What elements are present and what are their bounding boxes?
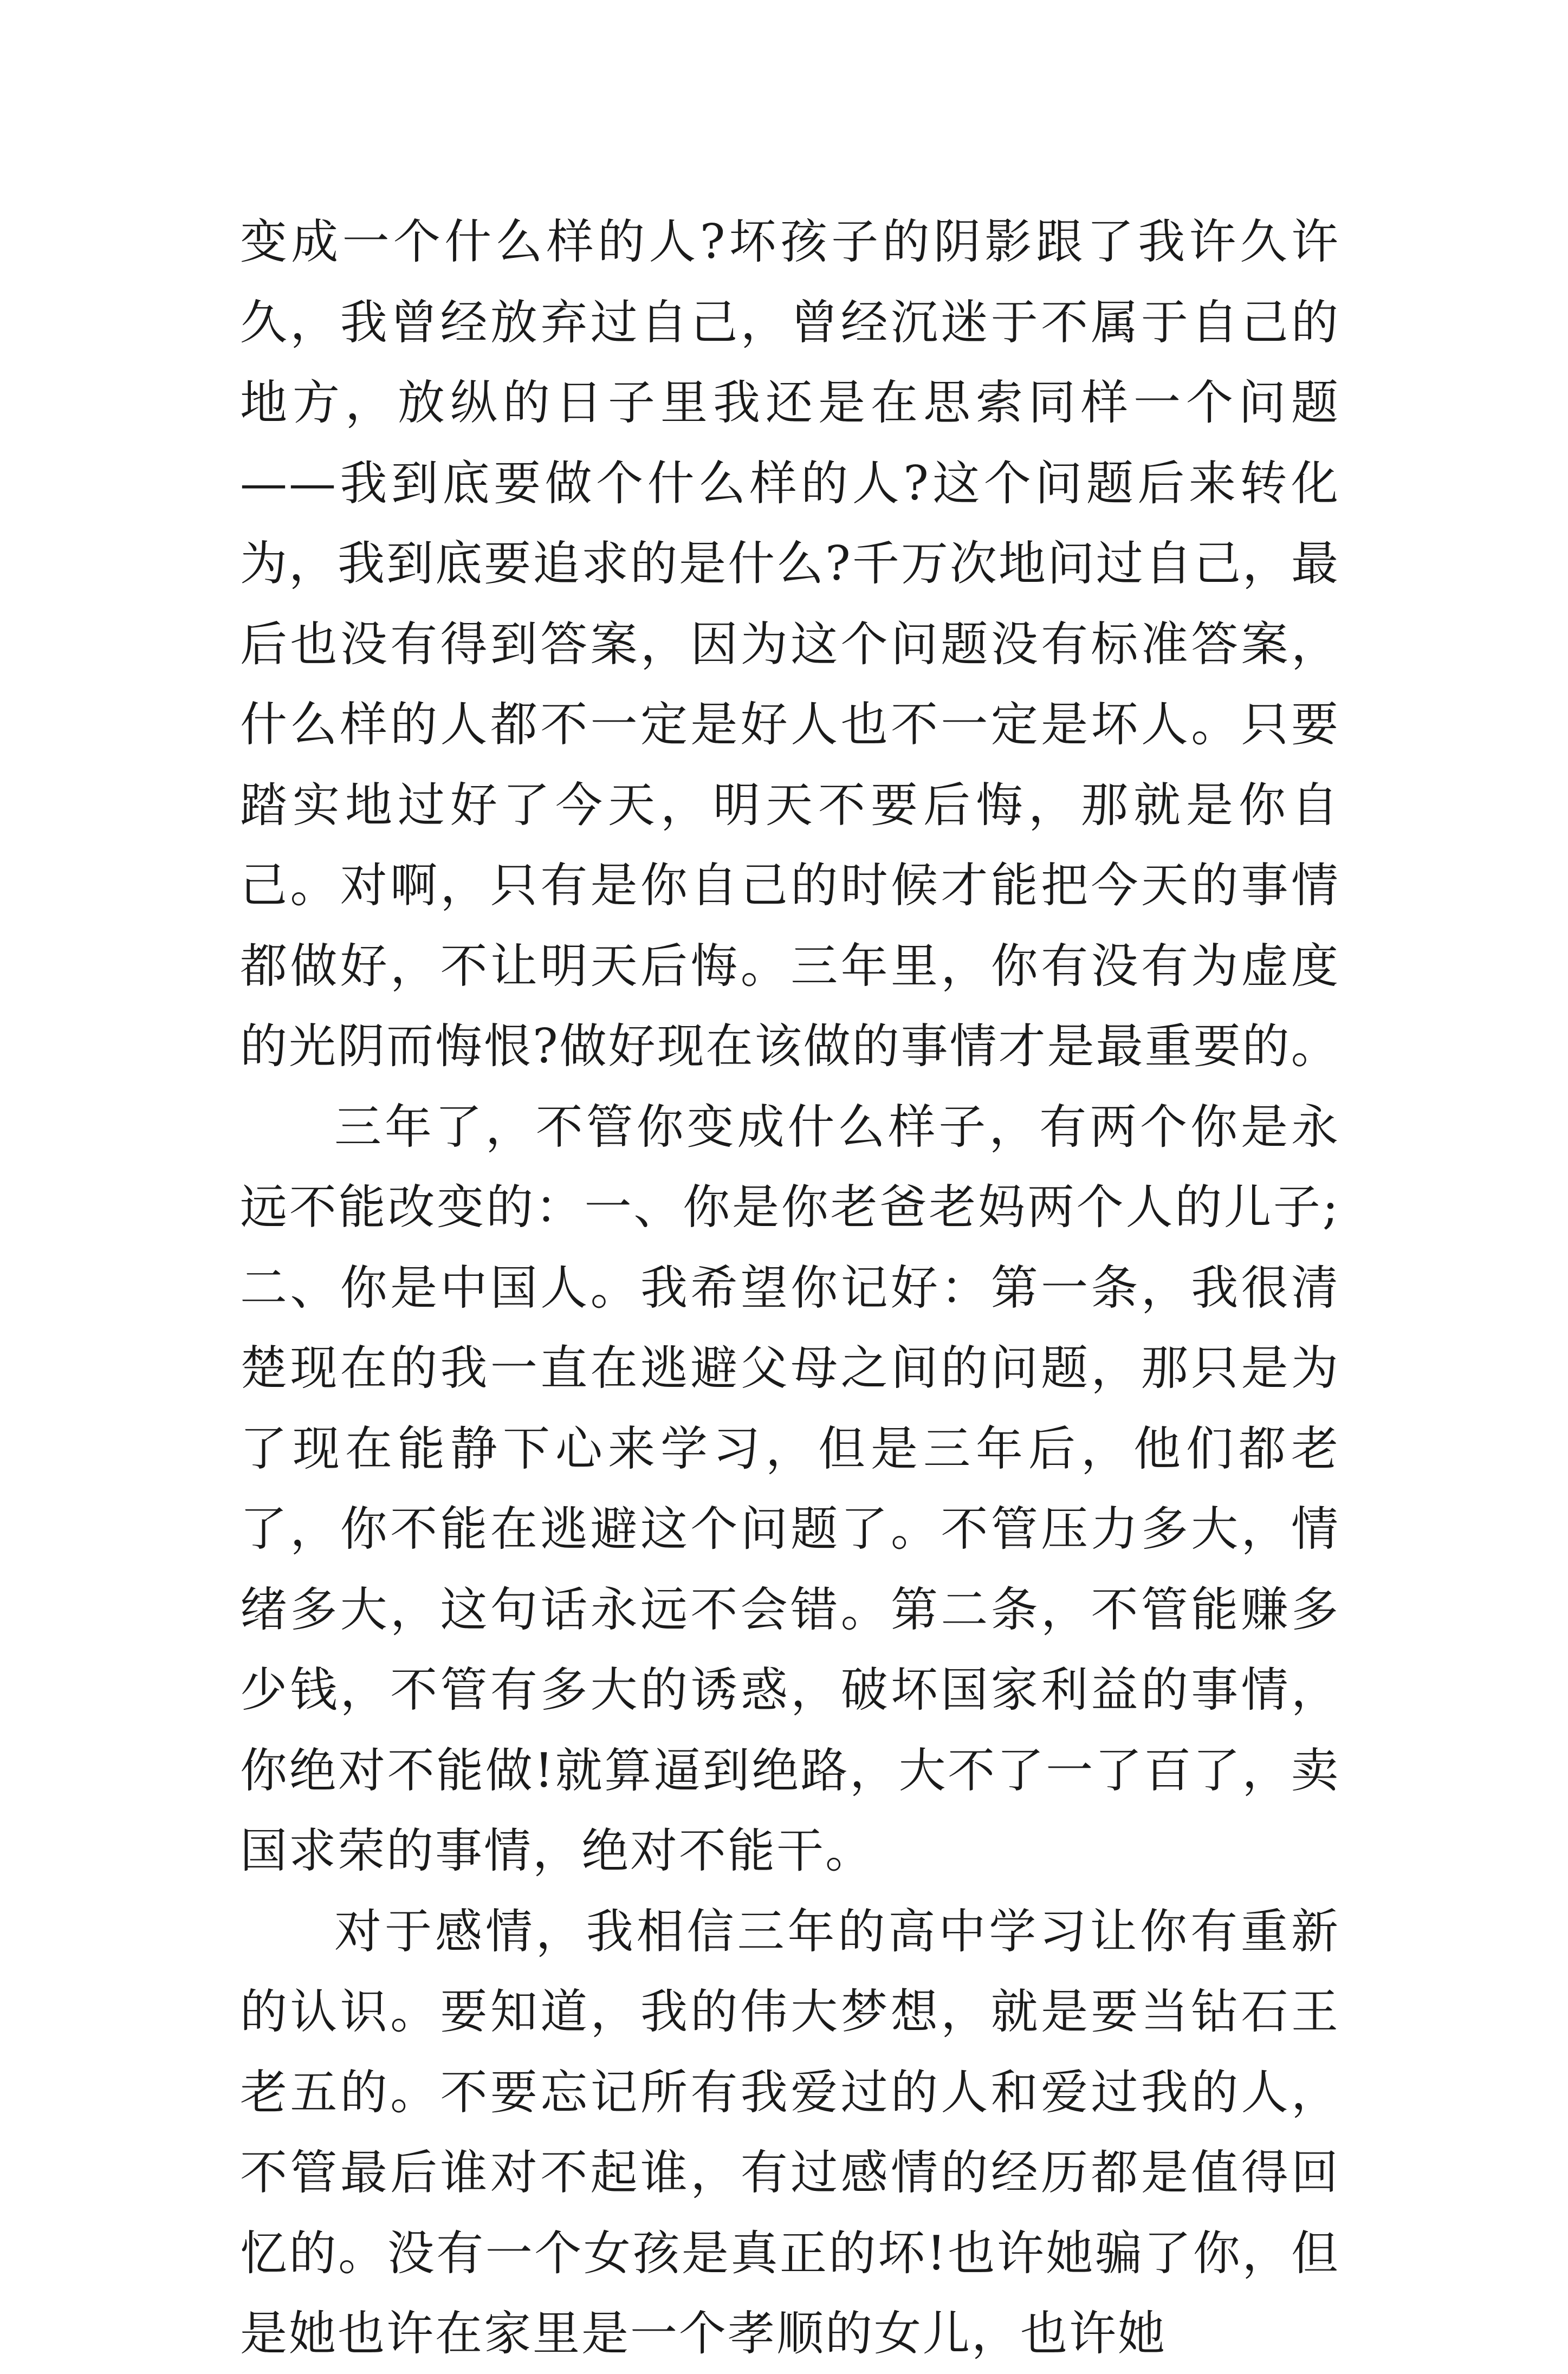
paragraph-1: 变成一个什么样的人?坏孩子的阴影跟了我许久许久，我曾经放弃过自己，曾经沉迷于不属于自己的地方，放纵的日子里我还是在思索同样一个问题——我到底要做个什么样的人?这个问题后来转化为，我到底要追求的是什么?千万次地问过自己，最后也没有得到答案，因为这个问题没有标准答案，什么样的人都不一定是好人也不一定是坏人。只要踏实地过好了今天，明天不要后悔，那就是你自己。对啊，只有是你自己的时候才能把今天的事情都做好，不让明天后悔。三年里，你有没有为虚度的光阴而悔恨?做好现在该做的事情才是最重要的。	[240, 214, 1340, 1074]
paragraph-2: 三年了，不管你变成什么样子，有两个你是永远不能改变的：一、你是你老爸老妈两个人的儿子;二、你是中国人。我希望你记好：第一条，我很清楚现在的我一直在逃避父母之间的问题，那只是为了现在能静下心来学习，但是三年后，他们都老了，你不能在逃避这个问题了。不管压力多大，情绪多大，这句话永远不会错。第二条，不管能赚多少钱，不管有多大的诱惑，破坏国家利益的事情，你绝对不能做!就算逼到绝路，大不了一了百了，卖国求荣的事情，绝对不能干。	[240, 1099, 1340, 1878]
body-text	[240, 202, 1340, 2374]
paragraph-3: 对于感情，我相信三年的高中学习让你有重新的认识。要知道，我的伟大梦想，就是要当钻石王老五的。不要忘记所有我爱过的人和爱过我的人，不管最后谁对不起谁，有过感情的经历都是值得回忆的。没有一个女孩是真正的坏!也许她骗了你，但是她也许在家里是一个孝顺的女儿，也许她	[240, 1903, 1340, 2361]
